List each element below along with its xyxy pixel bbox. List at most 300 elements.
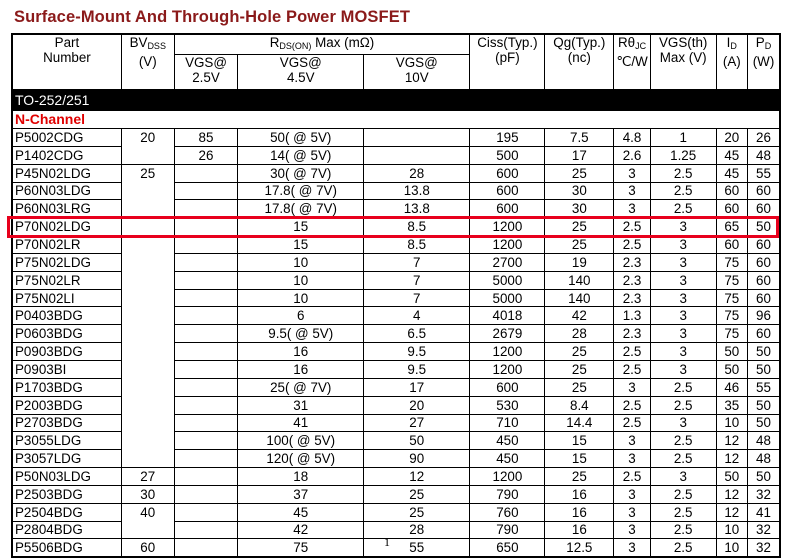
cell-part-number: P2503BDG bbox=[12, 485, 121, 503]
header-vgs-2v5-line2: 2.5V bbox=[192, 70, 220, 85]
cell-id: 65 bbox=[716, 218, 747, 236]
cell-rthjc: 2.5 bbox=[614, 396, 650, 414]
table-row bbox=[12, 485, 780, 503]
cell-bvdss bbox=[121, 414, 174, 432]
cell-qg: 8.4 bbox=[545, 396, 614, 414]
cell-pd: 48 bbox=[748, 432, 781, 450]
header-bvdss bbox=[121, 34, 174, 90]
section-row bbox=[12, 111, 780, 129]
cell-part-number: P75N02LR bbox=[12, 271, 121, 289]
cell-id: 50 bbox=[716, 343, 747, 361]
cell-rds-vgs-2v5 bbox=[174, 432, 238, 450]
cell-bvdss bbox=[121, 146, 174, 164]
cell-id: 45 bbox=[716, 164, 747, 182]
cell-id: 10 bbox=[716, 414, 747, 432]
cell-rds-vgs-10v: 28 bbox=[364, 164, 470, 182]
cell-rds-vgs-2v5 bbox=[174, 414, 238, 432]
cell-vgsth: 3 bbox=[650, 307, 716, 325]
cell-id: 46 bbox=[716, 378, 747, 396]
cell-rds-vgs-4v5: 41 bbox=[238, 414, 364, 432]
cell-rds-vgs-4v5: 14( @ 5V) bbox=[238, 146, 364, 164]
cell-vgsth: 3 bbox=[650, 253, 716, 271]
cell-qg: 25 bbox=[545, 164, 614, 182]
header-vgs-2v5 bbox=[174, 55, 238, 90]
cell-id: 10 bbox=[716, 521, 747, 539]
header-pd-sub: D bbox=[764, 41, 772, 51]
cell-rthjc: 4.8 bbox=[614, 129, 650, 147]
cell-pd: 32 bbox=[748, 485, 781, 503]
cell-rds-vgs-10v: 13.8 bbox=[364, 200, 470, 218]
cell-ciss: 1200 bbox=[470, 468, 545, 486]
cell-id: 35 bbox=[716, 396, 747, 414]
cell-qg: 15 bbox=[545, 432, 614, 450]
cell-rds-vgs-2v5 bbox=[174, 200, 238, 218]
table-row bbox=[12, 182, 780, 200]
cell-qg: 19 bbox=[545, 253, 614, 271]
cell-pd: 26 bbox=[748, 129, 781, 147]
cell-rds-vgs-2v5 bbox=[174, 343, 238, 361]
cell-qg: 140 bbox=[545, 271, 614, 289]
cell-vgsth: 3 bbox=[650, 325, 716, 343]
page-title: Surface-Mount And Through-Hole Power MOSFET bbox=[14, 8, 411, 26]
header-part bbox=[12, 34, 121, 90]
cell-rds-vgs-10v: 12 bbox=[364, 468, 470, 486]
cell-rds-vgs-4v5: 15 bbox=[238, 236, 364, 254]
cell-vgsth: 2.5 bbox=[650, 378, 716, 396]
cell-pd: 55 bbox=[748, 378, 781, 396]
cell-pd: 48 bbox=[748, 146, 781, 164]
cell-qg: 14.4 bbox=[545, 414, 614, 432]
cell-id: 50 bbox=[716, 468, 747, 486]
cell-rds-vgs-2v5 bbox=[174, 396, 238, 414]
cell-qg: 16 bbox=[545, 485, 614, 503]
table-row bbox=[12, 218, 780, 236]
cell-rds-vgs-10v: 8.5 bbox=[364, 236, 470, 254]
table-row bbox=[12, 271, 780, 289]
header-vgs-4v5 bbox=[238, 55, 364, 90]
table-row bbox=[12, 503, 780, 521]
cell-part-number: P1703BDG bbox=[12, 378, 121, 396]
cell-id: 60 bbox=[716, 236, 747, 254]
header-bvdss-unit: (V) bbox=[138, 54, 157, 69]
cell-qg: 140 bbox=[545, 289, 614, 307]
cell-rds-vgs-2v5 bbox=[174, 450, 238, 468]
cell-bvdss bbox=[121, 432, 174, 450]
cell-rthjc: 2.5 bbox=[614, 343, 650, 361]
cell-ciss: 710 bbox=[470, 414, 545, 432]
cell-ciss: 450 bbox=[470, 450, 545, 468]
cell-part-number: P60N03LRG bbox=[12, 200, 121, 218]
table-row bbox=[12, 164, 780, 182]
table-row bbox=[12, 325, 780, 343]
cell-rds-vgs-2v5 bbox=[174, 253, 238, 271]
cell-vgsth: 2.5 bbox=[650, 450, 716, 468]
cell-rds-vgs-4v5: 45 bbox=[238, 503, 364, 521]
cell-qg: 25 bbox=[545, 468, 614, 486]
cell-bvdss bbox=[121, 271, 174, 289]
cell-bvdss: 30 bbox=[121, 485, 174, 503]
cell-part-number: P2804BDG bbox=[12, 521, 121, 539]
header-bvdss-label bbox=[124, 35, 172, 54]
cell-vgsth: 2.5 bbox=[650, 503, 716, 521]
cell-qg: 25 bbox=[545, 360, 614, 378]
header-rthjc-main: Rθ bbox=[617, 35, 636, 50]
cell-ciss: 5000 bbox=[470, 271, 545, 289]
cell-rthjc: 3 bbox=[614, 378, 650, 396]
cell-rds-vgs-4v5: 37 bbox=[238, 485, 364, 503]
cell-rds-vgs-4v5: 17.8( @ 7V) bbox=[238, 200, 364, 218]
cell-id: 10 bbox=[716, 539, 747, 557]
cell-ciss: 760 bbox=[470, 503, 545, 521]
cell-id: 75 bbox=[716, 307, 747, 325]
table-row bbox=[12, 236, 780, 254]
cell-rds-vgs-10v bbox=[364, 129, 470, 147]
cell-rthjc: 3 bbox=[614, 485, 650, 503]
cell-pd: 60 bbox=[748, 182, 781, 200]
table-row bbox=[12, 414, 780, 432]
cell-qg: 16 bbox=[545, 521, 614, 539]
cell-rds-vgs-10v: 28 bbox=[364, 521, 470, 539]
cell-pd: 96 bbox=[748, 307, 781, 325]
cell-rds-vgs-4v5: 100( @ 5V) bbox=[238, 432, 364, 450]
cell-id: 50 bbox=[716, 360, 747, 378]
header-pd-main: P bbox=[755, 35, 765, 50]
cell-rds-vgs-4v5: 31 bbox=[238, 396, 364, 414]
cell-vgsth: 2.5 bbox=[650, 396, 716, 414]
header-rthjc-label bbox=[616, 35, 647, 54]
cell-part-number: P0603BDG bbox=[12, 325, 121, 343]
cell-rds-vgs-2v5: 85 bbox=[174, 129, 238, 147]
cell-rds-vgs-2v5 bbox=[174, 218, 238, 236]
cell-rthjc: 3 bbox=[614, 182, 650, 200]
cell-qg: 16 bbox=[545, 503, 614, 521]
cell-part-number: P75N02LI bbox=[12, 289, 121, 307]
cell-rds-vgs-4v5: 15 bbox=[238, 218, 364, 236]
cell-part-number: P5506BDG bbox=[12, 539, 121, 557]
cell-id: 45 bbox=[716, 146, 747, 164]
header-ciss-line1: Ciss(Typ.) bbox=[477, 35, 538, 50]
header-bvdss-sub: DSS bbox=[147, 41, 166, 51]
header-qg bbox=[545, 34, 614, 90]
cell-rds-vgs-4v5: 30( @ 7V) bbox=[238, 164, 364, 182]
cell-bvdss bbox=[121, 343, 174, 361]
cell-pd: 60 bbox=[748, 236, 781, 254]
header-row-1 bbox=[12, 34, 780, 55]
cell-rds-vgs-10v: 55 bbox=[364, 539, 470, 557]
header-vgs-2v5-line1: VGS@ bbox=[185, 55, 227, 70]
table-row bbox=[12, 396, 780, 414]
cell-bvdss bbox=[121, 450, 174, 468]
cell-part-number: P5002CDG bbox=[12, 129, 121, 147]
cell-ciss: 790 bbox=[470, 485, 545, 503]
header-pd-label bbox=[750, 35, 777, 54]
header-rdson-sub: DS(ON) bbox=[279, 41, 312, 51]
cell-qg: 25 bbox=[545, 236, 614, 254]
cell-rds-vgs-10v: 4 bbox=[364, 307, 470, 325]
cell-vgsth: 2.5 bbox=[650, 200, 716, 218]
cell-rds-vgs-4v5: 9.5( @ 5V) bbox=[238, 325, 364, 343]
cell-rds-vgs-4v5: 10 bbox=[238, 271, 364, 289]
cell-rds-vgs-2v5 bbox=[174, 468, 238, 486]
cell-part-number: P0903BDG bbox=[12, 343, 121, 361]
cell-part-number: P3055LDG bbox=[12, 432, 121, 450]
cell-vgsth: 3 bbox=[650, 468, 716, 486]
cell-id: 12 bbox=[716, 432, 747, 450]
cell-part-number: P0403BDG bbox=[12, 307, 121, 325]
cell-ciss: 1200 bbox=[470, 343, 545, 361]
cell-rds-vgs-2v5 bbox=[174, 521, 238, 539]
cell-pd: 55 bbox=[748, 164, 781, 182]
cell-rds-vgs-4v5: 6 bbox=[238, 307, 364, 325]
cell-rds-vgs-4v5: 18 bbox=[238, 468, 364, 486]
cell-id: 75 bbox=[716, 325, 747, 343]
cell-rthjc: 3 bbox=[614, 450, 650, 468]
table-row bbox=[12, 521, 780, 539]
cell-rthjc: 2.6 bbox=[614, 146, 650, 164]
header-vgsth-line2: Max (V) bbox=[659, 50, 707, 65]
cell-rds-vgs-2v5 bbox=[174, 503, 238, 521]
cell-bvdss: 20 bbox=[121, 129, 174, 147]
cell-rds-vgs-2v5 bbox=[174, 164, 238, 182]
cell-rds-vgs-4v5: 75 bbox=[238, 539, 364, 557]
cell-vgsth: 3 bbox=[650, 343, 716, 361]
cell-qg: 25 bbox=[545, 218, 614, 236]
header-bvdss-main: BV bbox=[129, 35, 148, 50]
table-row bbox=[12, 307, 780, 325]
cell-rthjc: 3 bbox=[614, 200, 650, 218]
cell-pd: 50 bbox=[748, 468, 781, 486]
header-id-unit: (A) bbox=[722, 54, 741, 69]
cell-id: 12 bbox=[716, 503, 747, 521]
cell-pd: 60 bbox=[748, 289, 781, 307]
cell-rds-vgs-10v: 20 bbox=[364, 396, 470, 414]
cell-rthjc: 2.3 bbox=[614, 271, 650, 289]
cell-bvdss: 27 bbox=[121, 468, 174, 486]
section-label: N-Channel bbox=[12, 111, 780, 129]
cell-rds-vgs-2v5 bbox=[174, 271, 238, 289]
cell-qg: 30 bbox=[545, 182, 614, 200]
cell-rds-vgs-10v: 25 bbox=[364, 503, 470, 521]
cell-bvdss bbox=[121, 218, 174, 236]
cell-id: 75 bbox=[716, 253, 747, 271]
table-row bbox=[12, 200, 780, 218]
cell-rds-vgs-10v: 50 bbox=[364, 432, 470, 450]
cell-rds-vgs-4v5: 50( @ 5V) bbox=[238, 129, 364, 147]
cell-bvdss bbox=[121, 360, 174, 378]
cell-rds-vgs-10v: 9.5 bbox=[364, 343, 470, 361]
cell-rds-vgs-10v bbox=[364, 146, 470, 164]
cell-ciss: 600 bbox=[470, 164, 545, 182]
header-id-label bbox=[719, 35, 745, 54]
cell-vgsth: 2.5 bbox=[650, 164, 716, 182]
cell-rthjc: 2.5 bbox=[614, 360, 650, 378]
header-vgsth-line1: VGS(th) bbox=[658, 35, 708, 50]
table-row bbox=[12, 146, 780, 164]
cell-rds-vgs-2v5 bbox=[174, 378, 238, 396]
table-row bbox=[12, 450, 780, 468]
cell-bvdss bbox=[121, 182, 174, 200]
cell-rds-vgs-2v5 bbox=[174, 360, 238, 378]
cell-part-number: P2703BDG bbox=[12, 414, 121, 432]
cell-ciss: 450 bbox=[470, 432, 545, 450]
cell-vgsth: 1.25 bbox=[650, 146, 716, 164]
cell-pd: 41 bbox=[748, 503, 781, 521]
header-vgs-4v5-line2: 4.5V bbox=[286, 70, 315, 85]
cell-pd: 50 bbox=[748, 414, 781, 432]
header-pd-unit: (W) bbox=[752, 54, 775, 69]
cell-rds-vgs-2v5 bbox=[174, 539, 238, 557]
cell-pd: 60 bbox=[748, 253, 781, 271]
cell-rds-vgs-4v5: 16 bbox=[238, 343, 364, 361]
cell-pd: 50 bbox=[748, 360, 781, 378]
cell-vgsth: 2.5 bbox=[650, 521, 716, 539]
header-rthjc-unit: ℃/W bbox=[616, 54, 648, 69]
header-id bbox=[716, 34, 747, 90]
header-vgs-4v5-line1: VGS@ bbox=[279, 55, 322, 70]
cell-rds-vgs-10v: 27 bbox=[364, 414, 470, 432]
cell-part-number: P1402CDG bbox=[12, 146, 121, 164]
cell-qg: 25 bbox=[545, 378, 614, 396]
cell-part-number: P70N02LDG bbox=[12, 218, 121, 236]
cell-ciss: 1200 bbox=[470, 218, 545, 236]
cell-vgsth: 3 bbox=[650, 236, 716, 254]
cell-ciss: 600 bbox=[470, 200, 545, 218]
cell-ciss: 2700 bbox=[470, 253, 545, 271]
cell-rds-vgs-2v5 bbox=[174, 325, 238, 343]
header-rdson-suffix: Max (mΩ) bbox=[311, 35, 375, 50]
cell-bvdss bbox=[121, 200, 174, 218]
header-rthjc bbox=[614, 34, 650, 90]
cell-vgsth: 3 bbox=[650, 414, 716, 432]
cell-vgsth: 2.5 bbox=[650, 485, 716, 503]
cell-rthjc: 1.3 bbox=[614, 307, 650, 325]
cell-rds-vgs-2v5 bbox=[174, 289, 238, 307]
cell-vgsth: 3 bbox=[650, 289, 716, 307]
cell-bvdss: 40 bbox=[121, 503, 174, 521]
package-label: TO-252/251 bbox=[12, 90, 780, 111]
header-vgsth bbox=[650, 34, 716, 90]
cell-part-number: P45N02LDG bbox=[12, 164, 121, 182]
cell-pd: 32 bbox=[748, 539, 781, 557]
cell-part-number: P2504BDG bbox=[12, 503, 121, 521]
cell-rds-vgs-4v5: 42 bbox=[238, 521, 364, 539]
cell-ciss: 1200 bbox=[470, 236, 545, 254]
cell-rthjc: 2.5 bbox=[614, 218, 650, 236]
cell-bvdss bbox=[121, 236, 174, 254]
header-id-main: I bbox=[726, 35, 731, 50]
cell-id: 60 bbox=[716, 182, 747, 200]
cell-bvdss bbox=[121, 378, 174, 396]
cell-qg: 28 bbox=[545, 325, 614, 343]
cell-rthjc: 2.5 bbox=[614, 468, 650, 486]
cell-id: 20 bbox=[716, 129, 747, 147]
cell-ciss: 600 bbox=[470, 182, 545, 200]
cell-rds-vgs-4v5: 25( @ 7V) bbox=[238, 378, 364, 396]
cell-rds-vgs-4v5: 16 bbox=[238, 360, 364, 378]
cell-rds-vgs-4v5: 10 bbox=[238, 253, 364, 271]
cell-vgsth: 3 bbox=[650, 218, 716, 236]
header-vgs-10v-line1: VGS@ bbox=[395, 55, 438, 70]
cell-part-number: P50N03LDG bbox=[12, 468, 121, 486]
cell-ciss: 1200 bbox=[470, 360, 545, 378]
mosfet-spec-table bbox=[11, 33, 781, 558]
table-row bbox=[12, 289, 780, 307]
cell-pd: 60 bbox=[748, 271, 781, 289]
cell-part-number: P2003BDG bbox=[12, 396, 121, 414]
cell-bvdss bbox=[121, 521, 174, 539]
cell-pd: 48 bbox=[748, 450, 781, 468]
cell-ciss: 600 bbox=[470, 378, 545, 396]
cell-rds-vgs-10v: 6.5 bbox=[364, 325, 470, 343]
cell-rds-vgs-10v: 25 bbox=[364, 485, 470, 503]
cell-ciss: 790 bbox=[470, 521, 545, 539]
cell-id: 12 bbox=[716, 450, 747, 468]
cell-rthjc: 3 bbox=[614, 432, 650, 450]
cell-rds-vgs-4v5: 10 bbox=[238, 289, 364, 307]
cell-qg: 42 bbox=[545, 307, 614, 325]
cell-rds-vgs-10v: 13.8 bbox=[364, 182, 470, 200]
cell-rds-vgs-4v5: 17.8( @ 7V) bbox=[238, 182, 364, 200]
page-number: 1 bbox=[384, 535, 390, 549]
cell-pd: 60 bbox=[748, 200, 781, 218]
cell-pd: 60 bbox=[748, 325, 781, 343]
cell-rthjc: 3 bbox=[614, 539, 650, 557]
table-row bbox=[12, 378, 780, 396]
cell-ciss: 5000 bbox=[470, 289, 545, 307]
header-vgs-10v-line2: 10V bbox=[404, 70, 429, 85]
header-vgs-10v bbox=[364, 55, 470, 90]
cell-bvdss bbox=[121, 396, 174, 414]
cell-rthjc: 3 bbox=[614, 164, 650, 182]
cell-id: 75 bbox=[716, 271, 747, 289]
table-row bbox=[12, 343, 780, 361]
cell-rds-vgs-10v: 90 bbox=[364, 450, 470, 468]
cell-qg: 17 bbox=[545, 146, 614, 164]
cell-rds-vgs-10v: 7 bbox=[364, 253, 470, 271]
cell-rds-vgs-2v5 bbox=[174, 182, 238, 200]
cell-rds-vgs-2v5 bbox=[174, 307, 238, 325]
cell-ciss: 195 bbox=[470, 129, 545, 147]
header-part-line2: Number bbox=[43, 50, 91, 65]
header-qg-line1: Qg(Typ.) bbox=[553, 35, 606, 50]
header-part-line1: Part bbox=[54, 35, 80, 50]
cell-rds-vgs-10v: 7 bbox=[364, 271, 470, 289]
cell-part-number: P0903BI bbox=[12, 360, 121, 378]
cell-ciss: 530 bbox=[470, 396, 545, 414]
header-qg-line2: (nc) bbox=[567, 50, 591, 65]
cell-rds-vgs-2v5 bbox=[174, 236, 238, 254]
cell-pd: 32 bbox=[748, 521, 781, 539]
cell-vgsth: 3 bbox=[650, 271, 716, 289]
cell-ciss: 500 bbox=[470, 146, 545, 164]
cell-rds-vgs-4v5: 120( @ 5V) bbox=[238, 450, 364, 468]
table-row bbox=[12, 129, 780, 147]
cell-qg: 30 bbox=[545, 200, 614, 218]
cell-vgsth: 3 bbox=[650, 360, 716, 378]
cell-rds-vgs-2v5 bbox=[174, 485, 238, 503]
cell-ciss: 2679 bbox=[470, 325, 545, 343]
cell-part-number: P3057LDG bbox=[12, 450, 121, 468]
cell-bvdss bbox=[121, 253, 174, 271]
cell-rthjc: 3 bbox=[614, 521, 650, 539]
cell-vgsth: 2.5 bbox=[650, 432, 716, 450]
package-row bbox=[12, 90, 780, 111]
cell-qg: 7.5 bbox=[545, 129, 614, 147]
header-ciss-line2: (pF) bbox=[495, 50, 520, 65]
table-row bbox=[12, 468, 780, 486]
header-rthjc-sub: JC bbox=[635, 41, 647, 51]
cell-ciss: 4018 bbox=[470, 307, 545, 325]
